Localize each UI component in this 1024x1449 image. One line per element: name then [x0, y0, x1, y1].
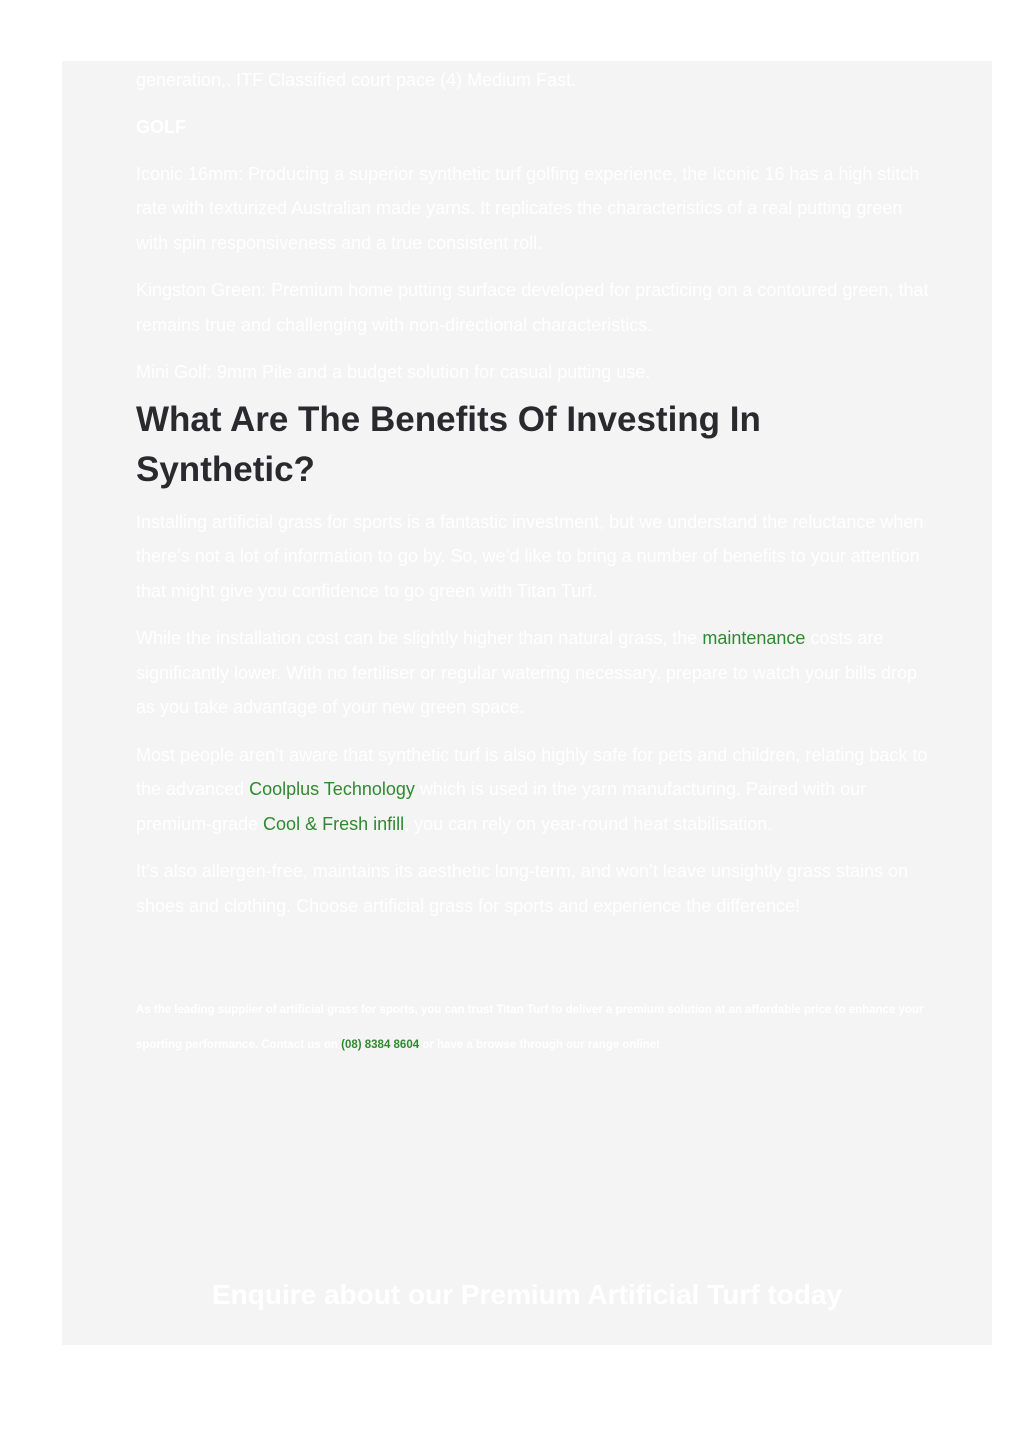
golf-item-iconic: Iconic 16mm: Producing a superior synthetic turf golfing experience, the Iconic 16 has a high stitch rate with texturized Australian made yarns. It replicates the characteristics of a real putting green with spin responsiveness and a true consistent roll.	[136, 163, 920, 253]
enquire-heading[interactable]: Enquire about our Premium Artificial Turf today	[211, 1279, 843, 1310]
benefits-p3-text-end: , you can rely on year-round heat stabilisation.	[404, 813, 773, 834]
coolplus-technology-link[interactable]: Coolplus Technology	[249, 779, 415, 799]
contact-text: As the leading supplier of artificial grass for sports, you can trust Titan Turf to deliver a premium solution at an affordable price to enhance your sporting performance. Contact us on	[136, 1004, 924, 1051]
golf-item-mini: Mini Golf: 9mm Pile and a budget solution for casual putting use.	[136, 362, 651, 382]
golf-heading: GOLF	[136, 116, 186, 137]
benefits-p3-text: Most people aren’t aware that synthetic turf is also highly safe for pets and children, relating back to the advanced	[136, 744, 928, 799]
cool-fresh-infill-link[interactable]: Cool & Fresh infill	[263, 813, 405, 834]
benefits-paragraph-3	[136, 738, 936, 842]
maintenance-link[interactable]: maintenance	[702, 628, 806, 648]
benefits-paragraph-1: Installing artificial grass for sports is a fantastic investment, but we understand the reluctance when there’s not a lot of information to go by. So, we’d like to bring a number of benefits to your attention that might give you confidence to go green with Titan Turf.	[136, 511, 924, 601]
content-panel	[62, 61, 992, 1345]
contact-paragraph	[136, 993, 936, 1062]
contact-text-end: or have a browse through our range online!	[419, 1038, 661, 1051]
benefits-paragraph-2	[136, 621, 936, 725]
article-body	[136, 61, 936, 1062]
benefits-p2-text: While the installation cost can be slightly higher than natural grass, the	[136, 628, 703, 648]
benefits-title: What Are The Benefits Of Investing In Synthetic?	[136, 399, 761, 489]
benefits-paragraph-4: It’s also allergen-free, maintains its aesthetic long-term, and won’t leave unsightly grass stains on shoes and clothing. Choose artificial grass for sports and experience the difference!	[136, 861, 909, 916]
phone-link[interactable]: (08) 8384 8604	[341, 1038, 420, 1051]
intro-line: generation,. ITF Classified court pace (4) Medium Fast.	[136, 70, 577, 90]
benefits-p2-text-end: costs are significantly lower. With no fertiliser or regular watering necessary, prepare to watch your bills drop as you take advantage of your new green space.	[136, 628, 918, 717]
benefits-p3-text-mid: which is used in the yarn manufacturing. Paired with our premium-grade	[136, 779, 867, 834]
golf-item-kingston: Kingston Green: Premium home putting surface developed for practicing on a contoured green, that remains true and challenging with non-directional characteristics.	[136, 280, 929, 335]
